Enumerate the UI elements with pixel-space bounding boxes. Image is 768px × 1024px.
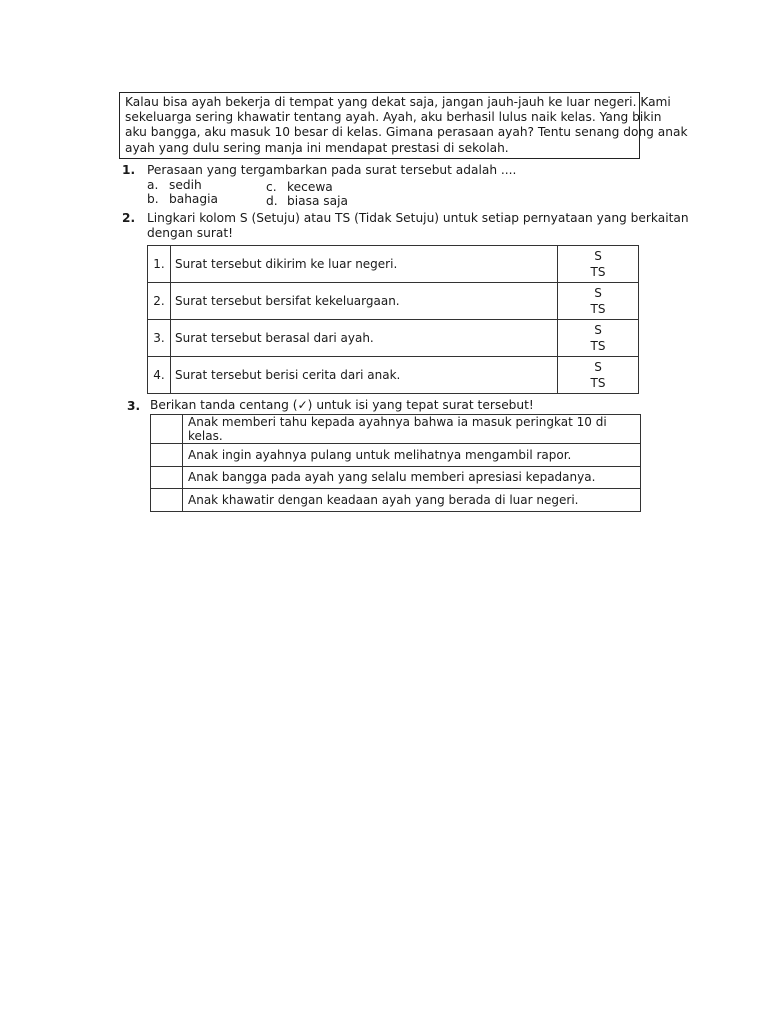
option-a-text[interactable]: sedih [169,178,202,192]
option-a-letter: a. [147,178,159,192]
question-1-text: Perasaan yang tergambarkan pada surat tersebut adalah .... [147,163,517,177]
check-box[interactable] [151,444,183,467]
disagree-option[interactable]: TS [590,376,606,390]
table-row [151,415,641,444]
option-d-letter: d. [266,194,278,208]
option-d-text[interactable]: biasa saja [287,194,348,208]
passage-line: sekeluarga sering khawatir tentang ayah. Ayah, aku berhasil lulus naik kelas. Yang bikin [125,110,662,125]
answer-cell [558,283,639,320]
check-box[interactable] [151,466,183,489]
row-statement: Surat tersebut berisi cerita dari anak. [171,357,558,394]
row-statement: Surat tersebut berasal dari ayah. [171,320,558,357]
passage-line: ayah yang dulu sering manja ini mendapat prestasi di sekolah. [125,140,509,155]
disagree-option[interactable]: TS [590,339,606,353]
passage-line: Kalau bisa ayah bekerja di tempat yang dekat saja, jangan jauh-jauh ke luar negeri. Kami [125,95,671,109]
table-row [151,489,641,512]
answer-cell [558,246,639,283]
row-statement: Surat tersebut dikirim ke luar negeri. [171,246,558,283]
agree-option[interactable]: S [594,360,602,374]
table-row [148,246,639,283]
letter-passage-box [119,92,688,159]
question-2-text-line1: Lingkari kolom S (Setuju) atau TS (Tidak Setuju) untuk setiap pernyataan yang berkaitan [147,211,689,225]
table-row [148,320,639,357]
checklist-statement: Anak ingin ayahnya pulang untuk melihatnya mengambil rapor. [183,444,641,467]
option-b-text[interactable]: bahagia [169,192,218,206]
row-statement: Surat tersebut bersifat kekeluargaan. [171,283,558,320]
table-row [151,444,641,467]
checklist-statement: Anak khawatir dengan keadaan ayah yang berada di luar negeri. [183,489,641,512]
table-row [148,283,639,320]
question-3-number: 3. [127,399,141,413]
question-3-text: Berikan tanda centang (✓) untuk isi yang tepat surat tersebut! [150,398,534,412]
checklist-statement: Anak memberi tahu kepada ayahnya bahwa ia masuk peringkat 10 di kelas. [183,415,641,444]
row-number: 4. [148,357,171,394]
checklist-statement: Anak bangga pada ayah yang selalu memberi apresiasi kepadanya. [183,466,641,489]
answer-cell [558,320,639,357]
table-row [148,357,639,394]
agree-disagree-table [147,245,639,394]
checklist-table [150,414,641,512]
option-c-text[interactable]: kecewa [287,180,333,194]
check-box[interactable] [151,415,183,444]
row-number: 2. [148,283,171,320]
row-number: 3. [148,320,171,357]
agree-option[interactable]: S [594,323,602,337]
row-number: 1. [148,246,171,283]
check-box[interactable] [151,489,183,512]
option-b-letter: b. [147,192,159,206]
agree-option[interactable]: S [594,249,602,263]
table-row [151,466,641,489]
option-c-letter: c. [266,180,277,194]
disagree-option[interactable]: TS [590,302,606,316]
question-2-text-line2: dengan surat! [147,226,233,240]
passage-line: aku bangga, aku masuk 10 besar di kelas. Gimana perasaan ayah? Tentu senang dong anak [125,125,688,140]
disagree-option[interactable]: TS [590,265,606,279]
answer-cell [558,357,639,394]
question-2-number: 2. [122,211,136,225]
question-1-number: 1. [122,163,136,177]
agree-option[interactable]: S [594,286,602,300]
